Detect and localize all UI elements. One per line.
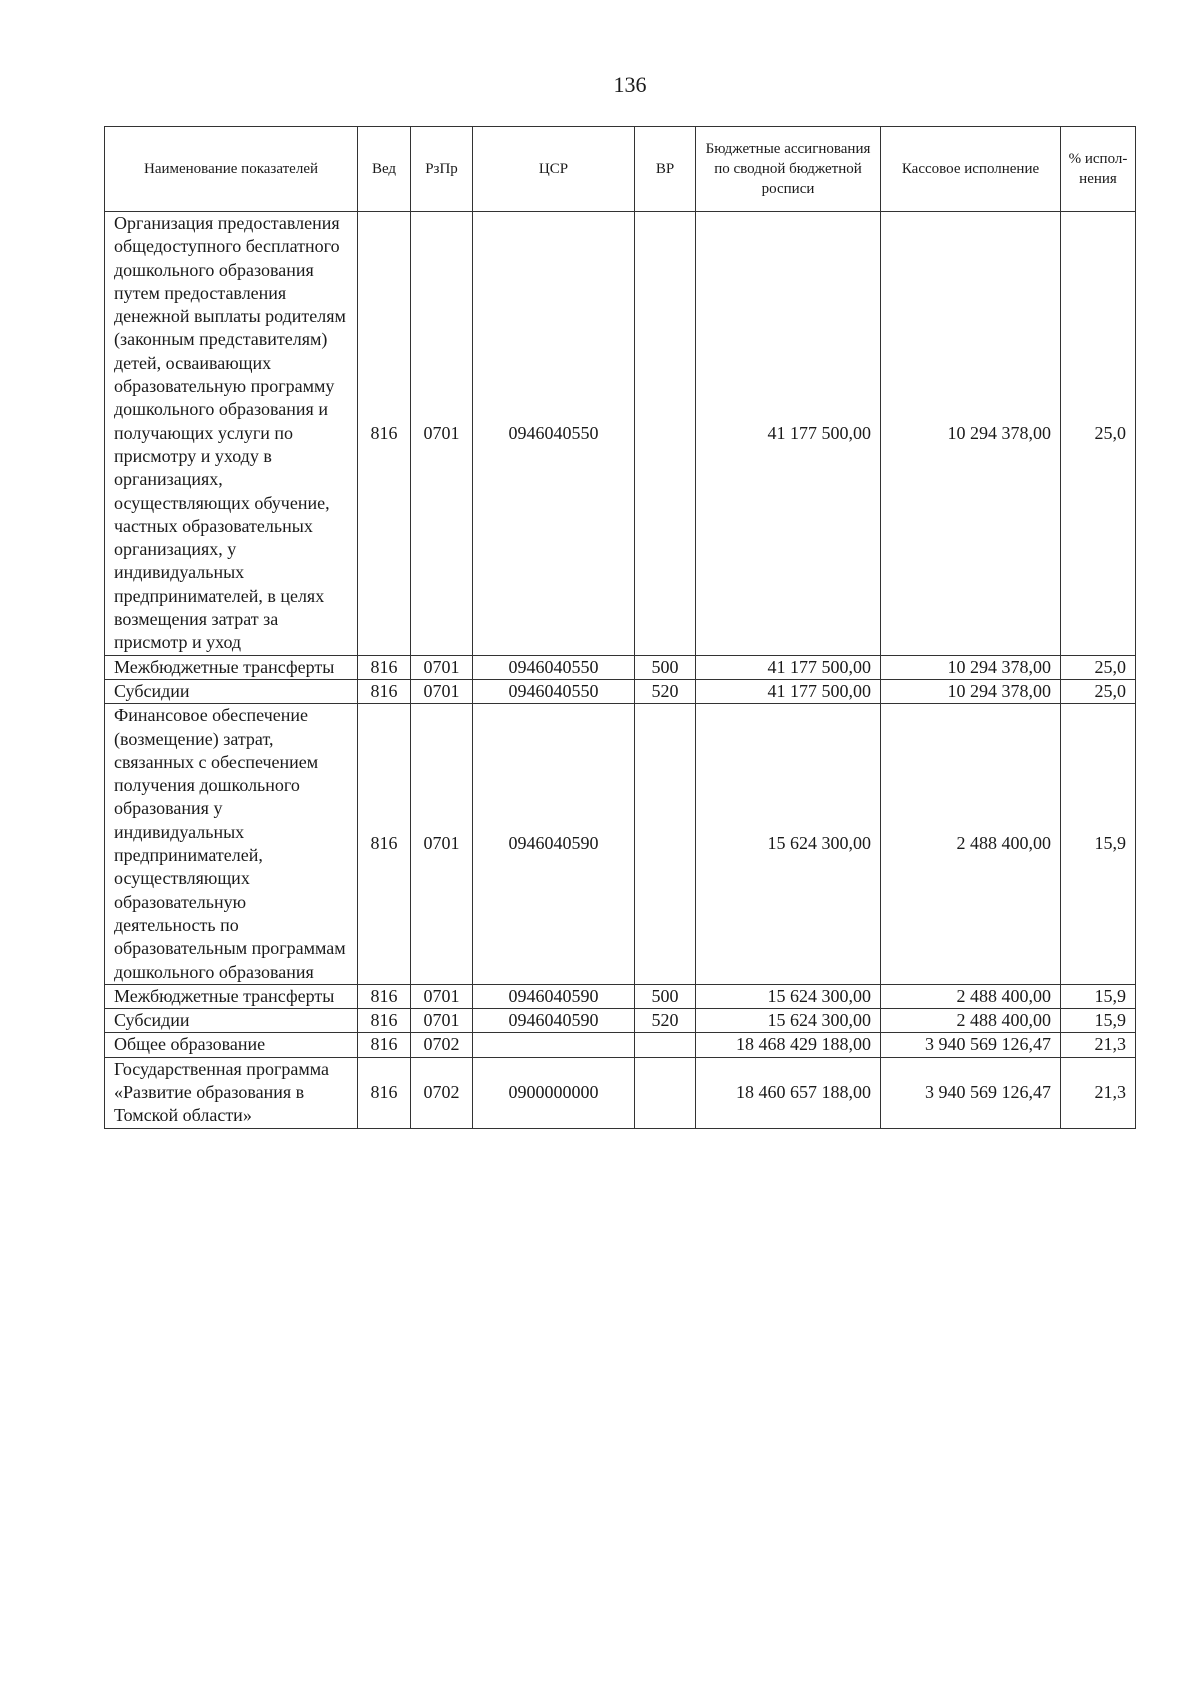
cell-cash: 2 488 400,00: [881, 704, 1061, 985]
cell-rzpr: 0701: [411, 212, 473, 656]
cell-percent: 25,0: [1061, 212, 1136, 656]
cell-cash: 2 488 400,00: [881, 984, 1061, 1008]
cell-ved: 816: [358, 212, 411, 656]
cell-percent: 25,0: [1061, 679, 1136, 703]
cell-vr: 520: [635, 679, 696, 703]
cell-ved: 816: [358, 679, 411, 703]
header-row: [105, 127, 1136, 212]
cell-cash: 10 294 378,00: [881, 679, 1061, 703]
cell-percent: 21,3: [1061, 1033, 1136, 1057]
cell-budget: 18 460 657 188,00: [696, 1057, 881, 1128]
cell-budget: 41 177 500,00: [696, 655, 881, 679]
cell-vr: [635, 1033, 696, 1057]
cell-rzpr: 0702: [411, 1033, 473, 1057]
cell-name: Субсидии: [105, 679, 358, 703]
cell-cash: 10 294 378,00: [881, 655, 1061, 679]
table-row: [105, 704, 1136, 985]
cell-budget: 15 624 300,00: [696, 984, 881, 1008]
table-header: [105, 127, 1136, 212]
cell-cash: 3 940 569 126,47: [881, 1057, 1061, 1128]
cell-rzpr: 0701: [411, 655, 473, 679]
cell-vr: 500: [635, 655, 696, 679]
cell-ved: 816: [358, 1057, 411, 1128]
cell-cash: 2 488 400,00: [881, 1009, 1061, 1033]
header-cash: Кассовое исполнение: [881, 127, 1061, 212]
header-rzpr: РзПр: [411, 127, 473, 212]
cell-name: Межбюджетные трансферты: [105, 655, 358, 679]
table-row: [105, 1009, 1136, 1033]
cell-csr: 0946040550: [473, 212, 635, 656]
cell-name: Организация предоставления общедоступного бесплатного дошкольного образования путем предоставления денежной выплаты родителям (законным представителям) детей, осваивающих образовательную программу дошкольного образования и получающих услуги по присмотру и уходу в организациях, осуществляющих обучение, частных образовательных организациях, у индивидуальных предпринимателей, в целях возмещения затрат за присмотр и уход: [105, 212, 358, 656]
table-body: [105, 212, 1136, 1129]
table-row: [105, 655, 1136, 679]
cell-cash: 10 294 378,00: [881, 212, 1061, 656]
cell-ved: 816: [358, 655, 411, 679]
cell-percent: 15,9: [1061, 1009, 1136, 1033]
cell-name: Финансовое обеспечение (возмещение) затрат, связанных с обеспечением получения дошкольного образования у индивидуальных предпринимателей, осуществляющих образовательную деятельность по образовательным программам дошкольного образования: [105, 704, 358, 985]
table-row: [105, 1057, 1136, 1128]
header-vr: ВР: [635, 127, 696, 212]
header-csr: ЦСР: [473, 127, 635, 212]
cell-csr: [473, 1033, 635, 1057]
cell-rzpr: 0701: [411, 1009, 473, 1033]
cell-budget: 18 468 429 188,00: [696, 1033, 881, 1057]
cell-percent: 15,9: [1061, 984, 1136, 1008]
cell-ved: 816: [358, 1009, 411, 1033]
cell-csr: 0946040590: [473, 984, 635, 1008]
cell-budget: 41 177 500,00: [696, 679, 881, 703]
cell-rzpr: 0701: [411, 704, 473, 985]
cell-csr: 0946040590: [473, 704, 635, 985]
cell-vr: 520: [635, 1009, 696, 1033]
cell-vr: [635, 212, 696, 656]
cell-csr: 0946040550: [473, 679, 635, 703]
cell-cash: 3 940 569 126,47: [881, 1033, 1061, 1057]
cell-csr: 0900000000: [473, 1057, 635, 1128]
page-number: 136: [613, 72, 647, 97]
cell-name: Субсидии: [105, 1009, 358, 1033]
cell-vr: [635, 1057, 696, 1128]
header-budget: Бюджетные ассигнования по сводной бюджетной росписи: [696, 127, 881, 212]
table-row: [105, 1033, 1136, 1057]
cell-budget: 15 624 300,00: [696, 704, 881, 985]
cell-ved: 816: [358, 704, 411, 985]
header-percent: % испол- нения: [1061, 127, 1136, 212]
cell-ved: 816: [358, 984, 411, 1008]
cell-budget: 41 177 500,00: [696, 212, 881, 656]
budget-table: [104, 126, 1136, 1129]
cell-percent: 25,0: [1061, 655, 1136, 679]
table-row: [105, 984, 1136, 1008]
cell-name: Общее образование: [105, 1033, 358, 1057]
table-row: [105, 212, 1136, 656]
cell-csr: 0946040590: [473, 1009, 635, 1033]
cell-rzpr: 0701: [411, 679, 473, 703]
header-name: Наименование показателей: [105, 127, 358, 212]
cell-rzpr: 0702: [411, 1057, 473, 1128]
cell-rzpr: 0701: [411, 984, 473, 1008]
cell-vr: [635, 704, 696, 985]
cell-name: Межбюджетные трансферты: [105, 984, 358, 1008]
table-row: [105, 679, 1136, 703]
cell-name: Государственная программа «Развитие образования в Томской области»: [105, 1057, 358, 1128]
cell-percent: 15,9: [1061, 704, 1136, 985]
header-ved: Вед: [358, 127, 411, 212]
cell-csr: 0946040550: [473, 655, 635, 679]
cell-ved: 816: [358, 1033, 411, 1057]
cell-budget: 15 624 300,00: [696, 1009, 881, 1033]
cell-percent: 21,3: [1061, 1057, 1136, 1128]
cell-vr: 500: [635, 984, 696, 1008]
